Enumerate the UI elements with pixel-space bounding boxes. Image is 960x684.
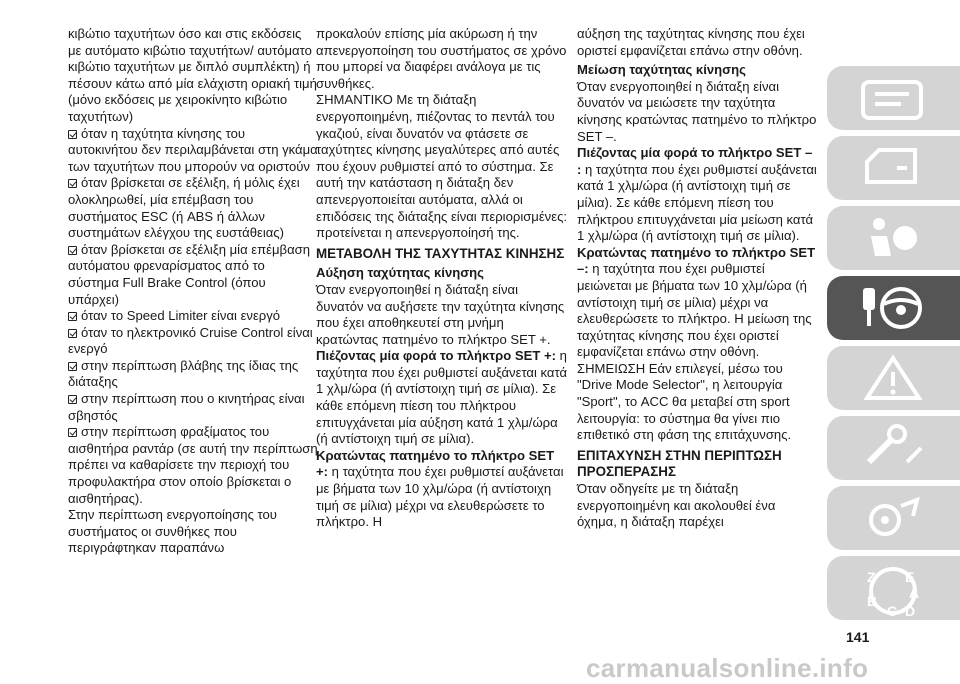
tab-car-door[interactable]	[827, 136, 960, 200]
airbag-safety-icon	[857, 212, 929, 264]
checkbox-bullet-icon	[68, 179, 77, 188]
index-letter: C	[887, 603, 898, 619]
paragraph: Στην περίπτωση ενεργοποίησης του συστήματος οι συνθήκες που περιγράφτηκαν παραπάνω	[68, 507, 277, 556]
paragraph: Όταν ενεργοποιηθεί η διάταξη είναι δυνατόν να μειώσετε την ταχύτητα κίνησης κρατώντας πατημένο το πλήκτρο SET –.	[577, 78, 817, 144]
tab-car-info[interactable]	[827, 66, 960, 130]
tab-breakdown-tools[interactable]	[827, 416, 960, 480]
tab-warning-light[interactable]	[827, 346, 960, 410]
checkbox-bullet-icon	[68, 428, 77, 437]
car-info-icon	[857, 72, 929, 124]
index-letter: A	[909, 585, 920, 601]
paragraph: ΣΗΜΑΝΤΙΚΟ Με τη διάταξη ενεργοποιημένη, πιέζοντας το πεντάλ του γκαζιού, είναι δυνατόν να φτάσετε σε ταχύτητες κίνησης μεγαλύτερες από αυτές που έχουν ρυθμιστεί από το σύστημα. Σε αυτή την κατάσταση η διάταξη δεν απενεργοποιείται αυτόματα, αλλά οι επιδόσεις της διάταξης είναι περιορισμένες: προτείνεται η απενεργοποίησή της.	[316, 92, 568, 241]
checkbox-bullet-icon	[68, 130, 77, 139]
tab-index[interactable]	[827, 556, 960, 620]
paragraph: Πιέζοντας μία φορά το πλήκτρο SET +: η ταχύτητα που έχει ρυθμιστεί αυξάνεται κατά 1 χλμ/ώρα (ή αντίστοιχη τιμή σε μίλια). Σε κάθε επόμενη πίεση του πλήκτρου επιτυγχάνεται μία αύξηση κατά 1 χλμ/ώρα (ή αντίστοιχη τιμή σε μίλια).	[316, 348, 568, 447]
tab-airbag-safety[interactable]	[827, 206, 960, 270]
page-number: 141	[846, 629, 870, 645]
subsection-heading: Αύξηση ταχύτητας κίνησης	[316, 265, 484, 281]
text-column-1	[68, 26, 318, 557]
index-icon	[857, 562, 929, 620]
paragraph: Πιέζοντας μία φορά το πλήκτρο SET – : η ταχύτητα που έχει ρυθμιστεί αυξάνεται κατά 1 χλμ/ώρα (ή αντίστοιχη τιμή σε μίλια). Σε κάθε επόμενη πίεση του πλήκτρου επιτυγχάνεται μία μείωση κατά 1 χλμ/ώρα (ή αντίστοιχη τιμή σε μίλια).	[577, 145, 817, 244]
paragraph: κιβώτιο ταχυτήτων όσο και στις εκδόσεις με αυτόματο κιβώτιο ταχυτήτων/ αυτόματο κιβώτιο ταχυτήτων με διπλό συμπλέκτη) ή πέσουν κάτω από μία ελάχιστη οριακή τιμή (μόνο εκδόσεις με χειροκίνητο κιβώτιο ταχυτήτων)	[68, 26, 317, 124]
index-letter: D	[905, 603, 916, 619]
paragraph: Κρατώντας πατημένο το πλήκτρο SET –: η ταχύτητα που έχει ρυθμιστεί μειώνεται με βήματα των 10 χλμ/ώρα (ή αντίστοιχη τιμή σε μίλια) μέχρι να ελευθερώσετε το πλήκτρο. Η μείωση της ταχύτητας κίνησης που έχει οριστεί εμφανίζεται επάνω στην οθόνη.	[577, 244, 816, 360]
tab-key-steering-wheel[interactable]	[827, 276, 960, 340]
watermark: carmanualsonline.info	[586, 653, 869, 683]
checkbox-bullet-icon	[68, 395, 77, 404]
text-column-3	[577, 26, 817, 531]
paragraph: προκαλούν επίσης μία ακύρωση ή την απενεργοποίηση του συστήματος σε χρόνο που μπορεί να διαφέρει ανάλογα με τις συνθήκες.	[316, 26, 567, 91]
maintenance-icon	[857, 492, 929, 544]
paragraph: αύξηση της ταχύτητας κίνησης που έχει οριστεί εμφανίζεται επάνω στην οθόνη.	[577, 26, 805, 58]
index-letter: Z	[867, 569, 876, 585]
text-column-2	[316, 26, 568, 531]
list-item: στην περίπτωση που ο κινητήρας είναι σβηστός	[68, 391, 305, 423]
paragraph: Κρατώντας πατημένο το πλήκτρο SET +: η ταχύτητα που έχει ρυθμιστεί αυξάνεται με βήματα των 10 χλμ/ώρα (ή αντίστοιχη τιμή σε μίλια) μέχρι να ελευθερώσετε το πλήκτρο. Η	[316, 447, 564, 530]
list-item: στην περίπτωση βλάβης της ίδιας της διάταξης	[68, 357, 299, 390]
checkbox-bullet-icon	[68, 246, 77, 255]
key-steering-wheel-icon	[857, 282, 929, 334]
list-item: όταν το Speed Limiter είναι ενεργό	[68, 308, 318, 325]
warning-light-icon	[857, 352, 929, 404]
list-item: όταν βρίσκεται σε εξέλιξη μία επέμβαση αυτόματου φρεναρίσματος από το σύστημα Full Brake Control (όπου υπάρχει)	[68, 241, 311, 307]
list-item: όταν το ηλεκτρονικό Cruise Control είναι ενεργό	[68, 324, 313, 357]
tab-maintenance[interactable]	[827, 486, 960, 550]
checkbox-bullet-icon	[68, 329, 77, 338]
checkbox-bullet-icon	[68, 362, 77, 371]
list-item: όταν η ταχύτητα κίνησης του αυτοκινήτου δεν περιλαμβάνεται στη γκάμα των ταχυτήτων που μπορούν να οριστούν	[68, 125, 318, 174]
index-letter: B	[867, 593, 878, 609]
checkbox-bullet-icon	[68, 312, 77, 321]
subsection-heading: Μείωση ταχύτητας κίνησης	[577, 62, 746, 78]
breakdown-tools-icon	[857, 422, 929, 474]
section-heading: ΕΠΙΤΑΧΥΝΣΗ ΣΤΗΝ ΠΕΡΙΠΤΩΣΗ ΠΡΟΣΠΕΡΑΣΗΣ	[577, 447, 782, 480]
paragraph: Όταν ενεργοποιηθεί η διάταξη είναι δυνατόν να αυξήσετε την ταχύτητα κίνησης που έχει αποθηκευτεί στη μνήμη κρατώντας πατημένο το πλήκτρο SET +.	[316, 281, 565, 347]
list-item: στην περίπτωση φραξίματος του αισθητήρα ραντάρ (σε αυτή την περίπτωση πρέπει να καθαρίσετε την περιοχή του προφυλακτήρα στον οποίο βρίσκεται ο αισθητήρας).	[68, 424, 318, 506]
paragraph: ΣΗΜΕΙΩΣΗ Εάν επιλεγεί, μέσω του "Drive Mode Selector", η λειτουργία "Sport", το ACC θα μεταβεί στη sport λειτουργία: το σύστημα θα γίνει πιο επιθετικό στη φάση της επιτάχυνσης.	[577, 360, 792, 443]
section-heading: ΜΕΤΑΒΟΛΗ ΤΗΣ ΤΑΧΥΤΗΤΑΣ ΚΙΝΗΣΗΣ	[316, 245, 565, 261]
paragraph: Όταν οδηγείτε με τη διάταξη ενεργοποιημένη και ακολουθεί ένα όχημα, η διάταξη παρέχει	[577, 481, 776, 530]
car-door-icon	[857, 142, 929, 194]
list-item: όταν βρίσκεται σε εξέλιξη, ή μόλις έχει ολοκληρωθεί, μία επέμβαση του συστήματος ESC (ή ABS ή άλλων συστημάτων ελέγχου της ευστάθειας)	[68, 175, 300, 241]
index-letter: E	[905, 569, 915, 585]
